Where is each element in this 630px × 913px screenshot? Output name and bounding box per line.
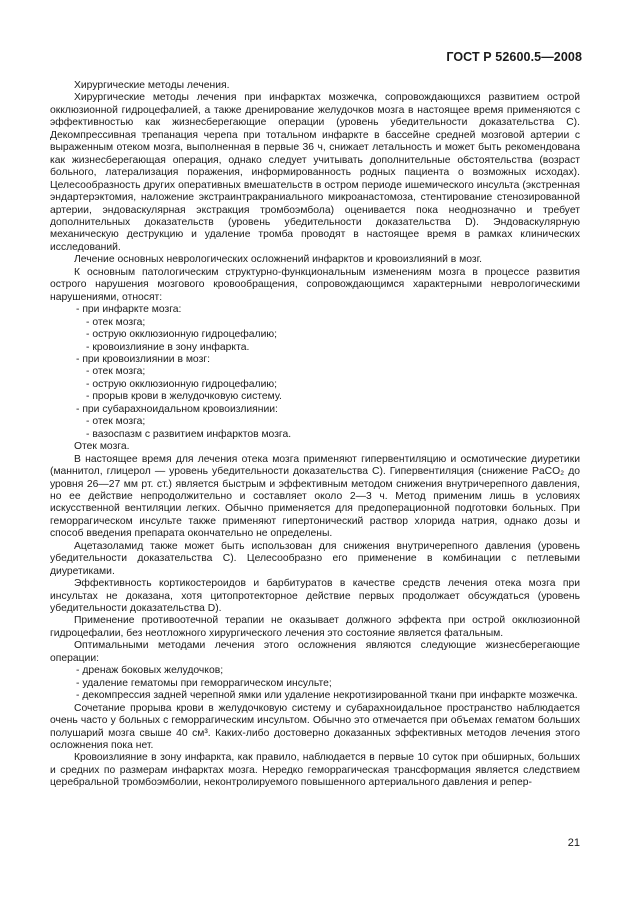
list-item: - при субарахноидальном кровоизлиянии: <box>76 403 278 415</box>
list-item: - вазоспазм с развитием инфарктов мозга. <box>86 428 292 440</box>
page-number: 21 <box>567 837 580 849</box>
paragraph: К основным патологическим структурно-функциональным изменениям мозга в процессе развития острого нарушения мозгового кровообращения, сопровождающимся характерными неврологическими нарушениями, относят: <box>50 266 580 303</box>
list-item: - прорыв крови в желудочковую систему. <box>86 391 282 403</box>
paragraph: Сочетание прорыва крови в желудочковую систему и субарахноидальное пространство наблюдается очень часто у больных с геморрагическим инсультом. Обычно это отмечается при объемах гематом больших полушарий мозга свыше 40 см³. Какиx-либо достоверно доказанных эффективных методов лечения этого осложнения пока нет. <box>50 702 580 752</box>
paragraph: Оптимальными методами лечения этого осложнения являются следующие жизнесберегающие операции: <box>50 640 580 664</box>
list-item: - отек мозга; <box>86 316 146 328</box>
paragraph: Хирургические методы лечения при инфарктах мозжечка, сопровождающихся развитием острой окклюзионной гидроцефалией, а также дренирование желудочков мозга в настоящее время применяются с эффективностью как жизнесберегающие операции (уровень убедительности доказательства С). Декомпрессивная трепанация черепа при тотальном инфаркте в бассейне средней мозговой артерии с выраженным отеком мозга, выполненная в первые 36 ч, снижает летальность и может быть рекомендована как жизнесберегающая операция, однако следует учитывать дополнительные обстоятельства (возраст больного, латерализация поражения, информированность родных пациента о возможных исходах). Целесообразность других оперативных вмешательств в остром периоде ишемического инсульта (экстренная эндартерэктомия, наложение экстраинтракраниального микроанастомоза, стентирование стенозированной артерии, эндоваскулярная экстракция тромбоэмбола) оценивается пока неоднозначно и требует дополнительных доказательств (уровень убедительности доказательства D). Эндоваскулярную механическую деструкцию и удаление тромба проводят в настоящее время в рамках клинических исследований. <box>50 92 580 253</box>
paragraph: В настоящее время для лечения отека мозга применяют гипервентиляцию и осмотические диуретики (маннитол, глицерол — уровень убедительности доказательства С). Гипервентиляция (снижение PaCO₂ до уровня 26—27 мм рт. ст.) является быстрым и эффективным методом снижения внутричерепного давления, но ее действие непродолжительно и составляет около 2—3 ч. Метод применим лишь в условиях искусственной вентиляции легких. Обычно применяется для предоперационной подготовки больных. При геморрагическом инсульте также применяют гипертонический раствор хлорида натрия, однако дозы и способ введения препарата окончательно не определены. <box>50 453 580 540</box>
list-item: - острую окклюзионную гидроцефалию; <box>86 378 277 390</box>
list-item: - кровоизлияние в зону инфаркта. <box>86 341 250 353</box>
list-item: - дренаж боковых желудочков; <box>76 665 224 677</box>
list-item: - удаление гематомы при геморрагическом инсульте; <box>76 677 332 689</box>
list-item: - при инфаркте мозга: <box>76 304 182 316</box>
document-body <box>50 80 580 790</box>
paragraph: Эффективность кортикостероидов и барбитуратов в качестве средств лечения отека мозга при инсультах не доказана, хотя цитопротекторное действие первых продолжает обсуждаться (уровень убедительности доказательства D). <box>50 578 580 615</box>
paragraph: Лечение основных неврологических осложнений инфарктов и кровоизлияний в мозг. <box>74 254 483 266</box>
list-item: - отек мозга; <box>86 366 146 378</box>
paragraph: Кровоизлияние в зону инфаркта, как правило, наблюдается в первые 10 суток при обширных, больших и средних по размерам инфарктах мозга. Нередко геморрагическая трансформация является следствием церебральной тромбоэмболии, неконтролируемого повышенного артериального давления и репер- <box>50 752 580 789</box>
paragraph: Отек мозга. <box>74 441 130 453</box>
paragraph: Хирургические методы лечения. <box>74 80 230 91</box>
list-item: - отек мозга; <box>86 416 146 428</box>
list-item: - при кровоизлиянии в мозг: <box>76 353 210 365</box>
document-header: ГОСТ Р 52600.5—2008 <box>446 50 582 64</box>
list-item: - острую окклюзионную гидроцефалию; <box>86 329 277 341</box>
paragraph: Применение противоотечной терапии не оказывает должного эффекта при острой окклюзионной гидроцефалии, без неотложного хирургического лечения это состояние является фатальным. <box>50 615 580 639</box>
paragraph: Ацетазоламид также может быть использован для снижения внутричерепного давления (уровень убедительности доказательства С). Целесообразно его применение в комбинации с петлевыми диуретиками. <box>50 540 580 577</box>
list-item: - декомпрессия задней черепной ямки или удаление некротизированной ткани при инфаркте мозжечка. <box>76 690 578 702</box>
